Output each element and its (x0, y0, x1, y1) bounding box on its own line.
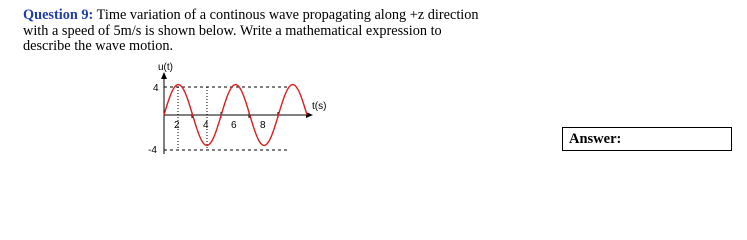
x-tick-2: 2 (174, 120, 180, 131)
answer-box[interactable] (562, 127, 732, 151)
wave-graph (140, 62, 340, 162)
question-number: Question 9: (23, 7, 94, 23)
x-axis-label: t(s) (312, 101, 327, 112)
answer-label: Answer: (569, 131, 622, 147)
y-tick-4: 4 (153, 83, 159, 94)
y-axis-label: u(t) (158, 62, 173, 73)
question-text-block (23, 8, 483, 55)
x-tick-8: 8 (260, 120, 266, 131)
x-tick-6: 6 (231, 120, 237, 131)
y-tick-minus-4: -4 (148, 145, 157, 156)
x-tick-4: 4 (203, 120, 209, 131)
question-body: Time variation of a continous wave propagating along +z direction with a speed of 5m/s is shown below. Write a mathematical expression to describe the wave motion. (23, 7, 479, 54)
y-axis-arrow (161, 72, 167, 79)
